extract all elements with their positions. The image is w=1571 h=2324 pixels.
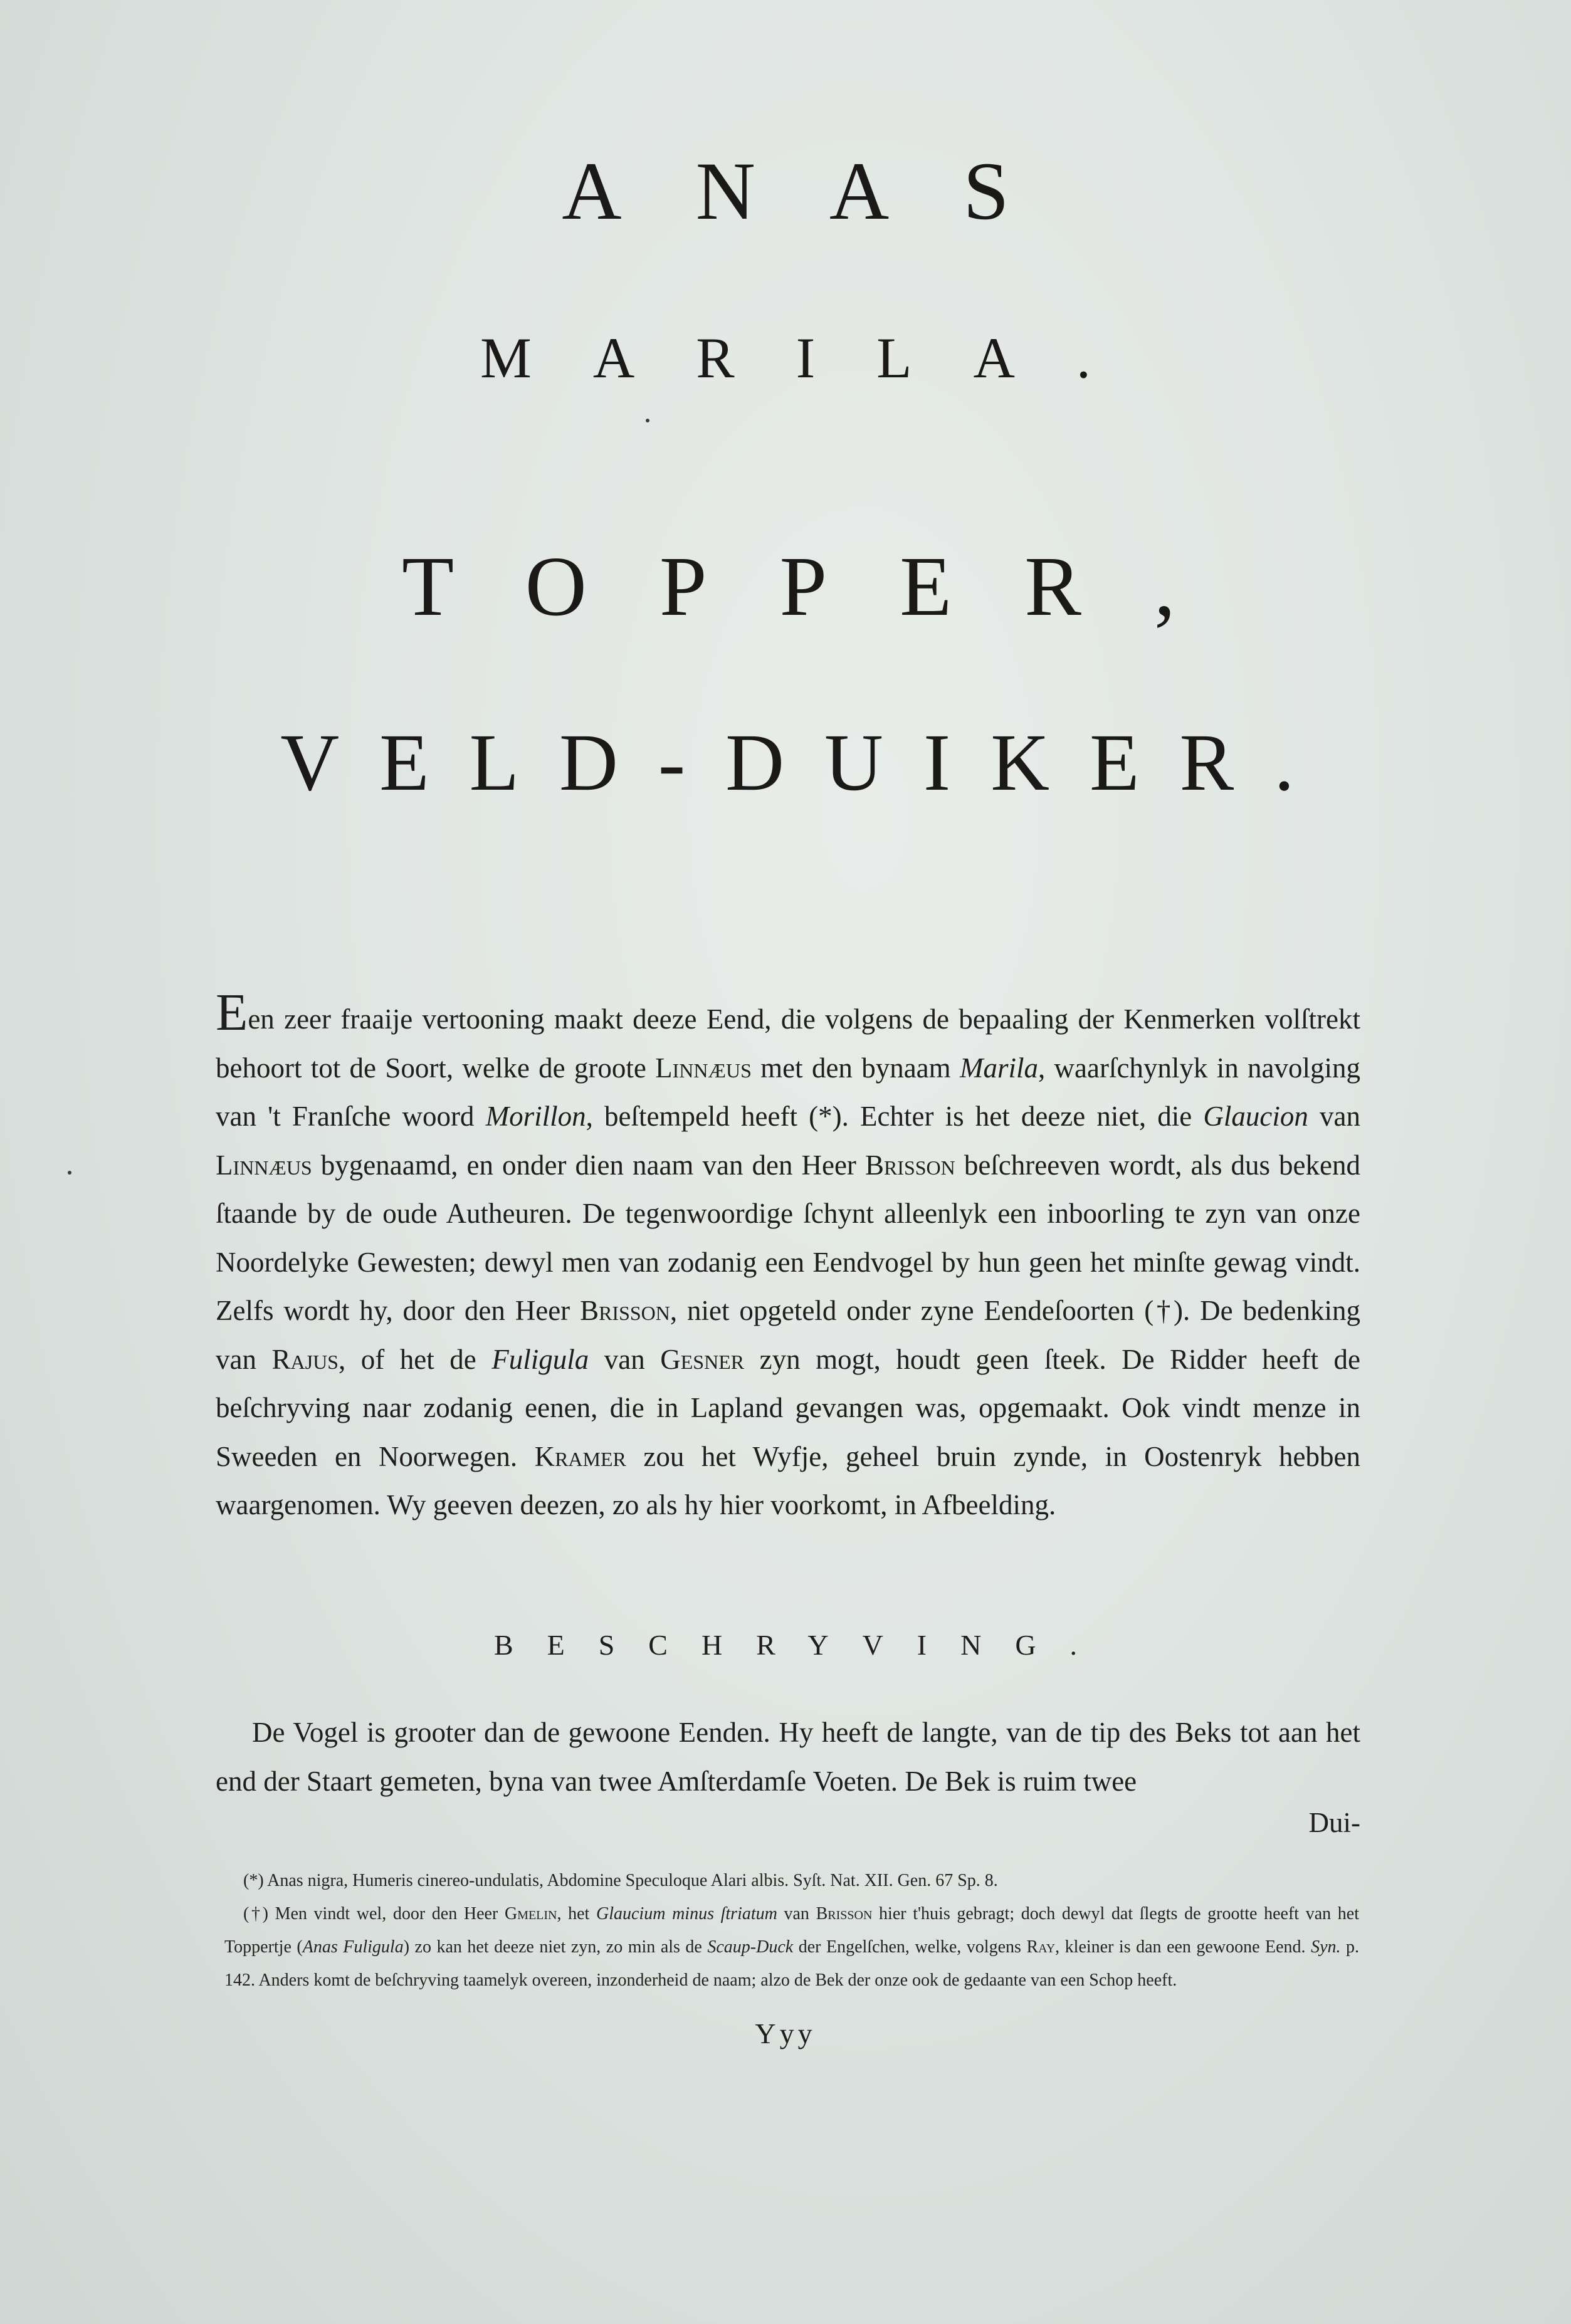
intro-text-9: , of het de	[338, 1343, 492, 1375]
intro-text-4: , beſtempeld heeft (*). Echter is het deeze niet, die	[586, 1101, 1204, 1132]
name-fuligula: Fuligula	[491, 1343, 589, 1375]
intro-text-12: zou het Wyfje, geheel bruin zynde, in Oostenryk hebben waargenomen. Wy geeven deezen, zo als hy hier voorkomt, in Afbeelding.	[216, 1440, 1360, 1521]
name-morillon: Morillon	[485, 1101, 586, 1132]
intro-text-10: van	[589, 1343, 661, 1375]
intro-paragraph	[216, 983, 1360, 1530]
description-paragraph: De Vogel is grooter dan de gewoone Eenden. Hy heeft de langte, van de tip des Beks tot aan het end der Staart gemeten, byna van twee Amſterdamſe Voeten. De Bek is ruim twee	[216, 1717, 1360, 1797]
name-glaucion: Glaucion	[1203, 1101, 1308, 1132]
paper-speck	[68, 1171, 71, 1175]
title-anas: ANAS	[562, 145, 1083, 237]
name-gmelin: Gmelin	[504, 1904, 557, 1924]
intro-text-7: beſchreeven wordt, als dus bekend ſtaande by de oude Autheuren. De tegenwoordige ſchynt alleenlyk een inboorling te zyn van onze Noordelyke Gewesten; dewyl men van zodanig een Eendvogel by hun geen het minſte gewag vindt. Zelfs wordt hy, door den Heer	[216, 1149, 1360, 1326]
name-linnaeus-1: Linnæus	[655, 1052, 752, 1084]
intro-text-3: , waarſchynlyk in navolging van 't Franſche woord	[216, 1052, 1360, 1132]
section-heading-beschryving: BESCHRYVING.	[493, 1629, 1111, 1661]
title-topper: TOPPER,	[402, 540, 1248, 634]
name-linnaeus-2: Linnæus	[216, 1149, 312, 1181]
footnote-2	[224, 1897, 1359, 1997]
intro-text-1: en zeer fraaije vertooning maakt deeze Eend, die volgens de bepaaling der Kenmerken volſtrekt behoort tot de Soort, welke de groote	[216, 1003, 1360, 1084]
abbr-syn: Syn.	[1311, 1937, 1341, 1957]
footnote-2-text-c: van	[777, 1904, 816, 1924]
intro-text-11: zyn mogt, houdt geen ſteek. De Ridder heeft de beſchryving naar zodanig eenen, die in Lapland gevangen was, opgemaakt. Ook vindt menze in Sweeden en Noorwegen.	[216, 1343, 1360, 1472]
footnote-2-text-h: p. 142. Anders komt de beſchryving taamelyk overeen, inzonderheid de naam; alzo de Bek der onze ook de gedaante van een Schop heeft.	[224, 1937, 1360, 1990]
intro-text-5: van	[1308, 1101, 1360, 1132]
name-glaucium: Glaucium minus ſtriatum	[596, 1904, 777, 1924]
signature-mark: Yyy	[755, 2018, 816, 2049]
catchword: Dui-	[1308, 1807, 1360, 1838]
footnote-1	[224, 1864, 1359, 1897]
footnote-2-text-b: , het	[557, 1904, 596, 1924]
footnotes	[224, 1864, 1359, 1997]
intro-text-6: bygenaamd, en onder dien naam van den Heer	[312, 1149, 865, 1181]
name-ray: Ray	[1026, 1937, 1056, 1957]
name-brisson-3: Brisson	[816, 1904, 873, 1924]
title-marila: MARILA.	[480, 326, 1152, 390]
footnote-2-text-f: der Engelſchen, welke, volgens	[793, 1937, 1027, 1957]
name-rajus: Rajus	[271, 1343, 339, 1375]
name-anas-fuligula: Anas Fuligula	[302, 1937, 404, 1957]
name-marila: Marila	[959, 1052, 1038, 1084]
name-kramer: Kramer	[534, 1440, 626, 1472]
footnote-2-text-d: hier t'huis gebragt; doch dewyl dat ſlegts de grootte heeft van het Toppertje (	[224, 1904, 1359, 1957]
drop-cap: E	[216, 983, 248, 1042]
intro-text-8: , niet opgeteld onder zyne Eendeſoorten (†). De bedenking van	[216, 1295, 1360, 1375]
paper-speck	[646, 419, 649, 422]
name-brisson-1: Brisson	[864, 1149, 955, 1181]
footnote-1-text: (*) Anas nigra, Humeris cinereo-undulatis, Abdomine Speculoque Alari albis. Syſt. Nat. XII. Gen. 67 Sp. 8.	[243, 1871, 998, 1890]
name-brisson-2: Brisson	[580, 1295, 670, 1326]
name-scaup-duck: Scaup-Duck	[707, 1937, 794, 1957]
footnote-2-text-a: (†) Men vindt wel, door den Heer	[243, 1904, 505, 1924]
name-gesner: Gesner	[660, 1343, 745, 1375]
footnote-2-text-e: ) zo kan het deeze niet zyn, zo min als de	[403, 1937, 708, 1957]
title-veld-duiker: VELD-DUIKER.	[280, 718, 1335, 808]
footnote-2-text-g: , kleiner is dan een gewoone Eend.	[1055, 1937, 1311, 1957]
intro-text-2: met den bynaam	[751, 1052, 960, 1084]
